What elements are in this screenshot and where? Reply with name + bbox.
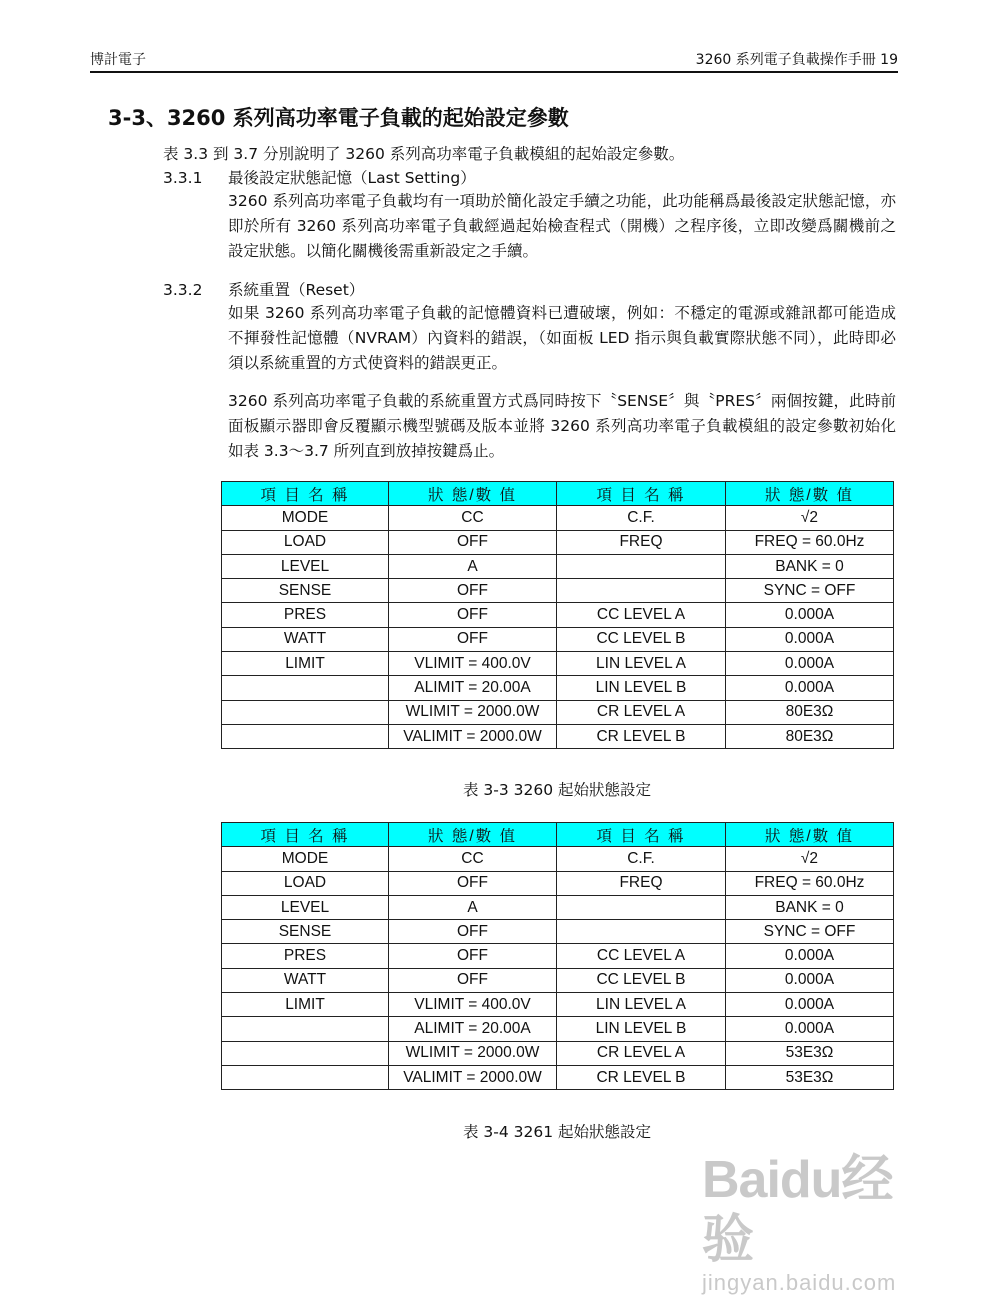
table-row xyxy=(222,676,894,700)
page-header xyxy=(90,49,898,73)
table-cell: CR LEVEL B xyxy=(557,1065,726,1089)
table-cell: CC LEVEL A xyxy=(557,944,726,968)
table-cell: ALIMIT = 20.00A xyxy=(389,676,557,700)
table-cell: √2 xyxy=(726,506,894,530)
table-cell: 0.000A xyxy=(726,968,894,992)
table-cell: CC xyxy=(389,847,557,871)
watermark-url: jingyan.baidu.com xyxy=(702,1270,897,1295)
table-cell: CR LEVEL A xyxy=(557,1041,726,1065)
table-cell: LIMIT xyxy=(222,993,389,1017)
table-cell: LEVEL xyxy=(222,895,389,919)
table-cell: 0.000A xyxy=(726,603,894,627)
table-cell: CC xyxy=(389,506,557,530)
table-cell: C.F. xyxy=(557,847,726,871)
table-cell: VALIMIT = 2000.0W xyxy=(389,724,557,748)
table-cell: WLIMIT = 2000.0W xyxy=(389,700,557,724)
table-cell: SENSE xyxy=(222,579,389,603)
section-3-3-1-number: 3.3.1 xyxy=(163,169,203,187)
table-row xyxy=(222,847,894,871)
table-cell: PRES xyxy=(222,603,389,627)
table-cell xyxy=(222,700,389,724)
table-cell: SENSE xyxy=(222,920,389,944)
table-cell: OFF xyxy=(389,871,557,895)
header-item-name: 項 目 名 稱 xyxy=(557,482,726,506)
table-cell: 0.000A xyxy=(726,627,894,651)
section-3-3-2-number: 3.3.2 xyxy=(163,281,203,299)
table-3-3-caption: 表 3-3 3260 起始狀態設定 xyxy=(462,781,652,799)
table-cell: CC LEVEL B xyxy=(557,627,726,651)
table-row xyxy=(222,895,894,919)
table-cell: OFF xyxy=(389,603,557,627)
table-cell: VLIMIT = 400.0V xyxy=(389,993,557,1017)
table-cell: CC LEVEL A xyxy=(557,603,726,627)
table-cell: LIN LEVEL A xyxy=(557,652,726,676)
table-cell: OFF xyxy=(389,968,557,992)
table-cell: MODE xyxy=(222,847,389,871)
table-header-row xyxy=(222,482,894,506)
table-row xyxy=(222,652,894,676)
header-state-value: 狀 態/數 值 xyxy=(389,482,557,506)
table-3261-initial-settings xyxy=(221,822,894,1090)
table-cell: FREQ xyxy=(557,530,726,554)
table-cell: A xyxy=(389,895,557,919)
table-cell xyxy=(222,724,389,748)
table-cell: 80E3Ω xyxy=(726,724,894,748)
table-cell: CR LEVEL B xyxy=(557,724,726,748)
table-cell: LOAD xyxy=(222,530,389,554)
table-cell: LIN LEVEL A xyxy=(557,993,726,1017)
table-cell: 0.000A xyxy=(726,1017,894,1041)
table-cell: √2 xyxy=(726,847,894,871)
table-cell: OFF xyxy=(389,944,557,968)
table-row xyxy=(222,1065,894,1089)
table-cell: SYNC = OFF xyxy=(726,920,894,944)
table-cell: 80E3Ω xyxy=(726,700,894,724)
table-row xyxy=(222,530,894,554)
table-cell: OFF xyxy=(389,530,557,554)
table-row xyxy=(222,506,894,530)
table-cell: BANK = 0 xyxy=(726,895,894,919)
table-cell: CR LEVEL A xyxy=(557,700,726,724)
header-company: 博計電子 xyxy=(90,52,146,68)
table-cell: 0.000A xyxy=(726,993,894,1017)
table-cell: 0.000A xyxy=(726,944,894,968)
table-cell: WATT xyxy=(222,968,389,992)
table-3260-initial-settings xyxy=(221,481,894,749)
intro-text: 表 3.3 到 3.7 分別說明了 3260 系列高功率電子負載模組的起始設定參數。 xyxy=(163,145,685,163)
table-cell: BANK = 0 xyxy=(726,554,894,578)
table-cell: 53E3Ω xyxy=(726,1041,894,1065)
table-cell xyxy=(557,579,726,603)
header-state-value: 狀 態/數 值 xyxy=(726,482,894,506)
table-cell xyxy=(222,1065,389,1089)
table-cell: PRES xyxy=(222,944,389,968)
table-row xyxy=(222,1041,894,1065)
table-cell xyxy=(222,1041,389,1065)
table-row xyxy=(222,579,894,603)
table-cell: FREQ xyxy=(557,871,726,895)
section-3-3-1-body: 3260 系列高功率電子負載均有一項助於簡化設定手續之功能，此功能稱爲最後設定狀態記憶，亦即於所有 3260 系列高功率電子負載經過起始檢查程式（開機）之程序後，立即改變爲關機前之設定狀態。以簡化關機後需重新設定之手續。 xyxy=(228,192,896,260)
table-cell xyxy=(557,920,726,944)
table-cell: CC LEVEL B xyxy=(557,968,726,992)
table-cell: VLIMIT = 400.0V xyxy=(389,652,557,676)
header-title-page: 3260 系列電子負載操作手冊 19 xyxy=(695,52,898,68)
table-cell xyxy=(222,676,389,700)
table-cell: A xyxy=(389,554,557,578)
table-row xyxy=(222,993,894,1017)
table-cell: OFF xyxy=(389,920,557,944)
section-title: 3-3、3260 系列高功率電子負載的起始設定參數 xyxy=(108,106,569,130)
header-state-value: 狀 態/數 值 xyxy=(389,823,557,847)
table-cell xyxy=(222,1017,389,1041)
table-cell: LEVEL xyxy=(222,554,389,578)
table-row xyxy=(222,968,894,992)
table-row xyxy=(222,1017,894,1041)
table-cell: WLIMIT = 2000.0W xyxy=(389,1041,557,1065)
baidu-watermark xyxy=(702,1150,932,1295)
table-cell xyxy=(557,554,726,578)
section-3-3-2-body-2: 3260 系列高功率電子負載的系統重置方式爲同時按下〝SENSE〞與〝PRES〞兩個按鍵，此時前面板顯示器即會反覆顯示機型號碼及版本並將 3260 系列高功率電子負載模組的設定參數初始化如表 3.3～3.7 所列直到放掉按鍵爲止。 xyxy=(228,392,896,460)
section-3-3-1-heading: 最後設定狀態記憶（Last Setting） xyxy=(228,169,476,187)
table-cell: WATT xyxy=(222,627,389,651)
table-cell: OFF xyxy=(389,627,557,651)
table-row xyxy=(222,871,894,895)
table-cell: FREQ = 60.0Hz xyxy=(726,530,894,554)
table-cell: LIN LEVEL B xyxy=(557,676,726,700)
table-row xyxy=(222,724,894,748)
table-cell xyxy=(557,895,726,919)
header-item-name: 項 目 名 稱 xyxy=(222,482,389,506)
table-row xyxy=(222,700,894,724)
table-header-row xyxy=(222,823,894,847)
table-cell: VALIMIT = 2000.0W xyxy=(389,1065,557,1089)
table-row xyxy=(222,627,894,651)
table-row xyxy=(222,920,894,944)
table-cell: SYNC = OFF xyxy=(726,579,894,603)
table-cell: 0.000A xyxy=(726,676,894,700)
table-row xyxy=(222,554,894,578)
table-cell: LIN LEVEL B xyxy=(557,1017,726,1041)
table-cell: 0.000A xyxy=(726,652,894,676)
table-cell: OFF xyxy=(389,579,557,603)
table-cell: 53E3Ω xyxy=(726,1065,894,1089)
table-cell: MODE xyxy=(222,506,389,530)
table-cell: LIMIT xyxy=(222,652,389,676)
header-item-name: 項 目 名 稱 xyxy=(222,823,389,847)
table-3-4-caption: 表 3-4 3261 起始狀態設定 xyxy=(462,1123,652,1141)
table-row xyxy=(222,944,894,968)
header-state-value: 狀 態/數 值 xyxy=(726,823,894,847)
section-3-3-2-body-1: 如果 3260 系列高功率電子負載的記憶體資料已遭破壞，例如：不穩定的電源或雜訊都可能造成不揮發性記憶體（NVRAM）內資料的錯誤，（如面板 LED 指示與負載實際狀態不同），此時即必須以系統重置的方式使資料的錯誤更正。 xyxy=(228,304,896,372)
table-cell: FREQ = 60.0Hz xyxy=(726,871,894,895)
table-cell: C.F. xyxy=(557,506,726,530)
table-cell: ALIMIT = 20.00A xyxy=(389,1017,557,1041)
section-3-3-2-heading: 系統重置（Reset） xyxy=(228,281,365,299)
table-cell: LOAD xyxy=(222,871,389,895)
baidu-logo: Baidu经验 xyxy=(702,1151,893,1269)
table-row xyxy=(222,603,894,627)
header-item-name: 項 目 名 稱 xyxy=(557,823,726,847)
